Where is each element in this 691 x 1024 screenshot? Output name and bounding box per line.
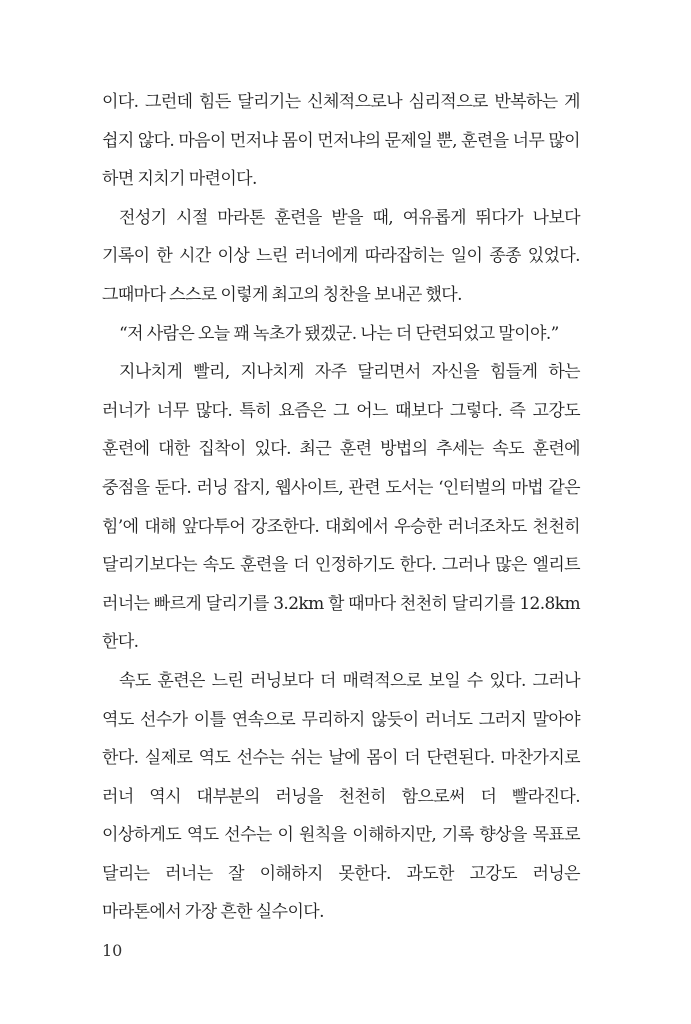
paragraph: 이다. 그런데 힘든 달리기는 신체적으로나 심리적으로 반복하는 게 쉽지 않다. 마음이 먼저냐 몸이 먼저냐의 문제일 뿐, 훈련을 너무 많이 하면 지치기 마련이다. (102, 92, 580, 190)
body-text (102, 83, 580, 932)
paragraph: 전성기 시절 마라톤 훈련을 받을 때, 여유롭게 뛰다가 나보다 기록이 한 시간 이상 느린 러너에게 따라잡히는 일이 종종 있었다. 그때마다 스스로 이렇게 최고의 칭찬을 보내곤 했다. (102, 207, 580, 305)
quote-paragraph: “저 사람은 오늘 꽤 녹초가 됐겠군. 나는 더 단련되었고 말이야.” (119, 323, 559, 344)
paragraph: 지나치게 빨리, 지나치게 자주 달리면서 자신을 힘들게 하는 러너가 너무 많다. 특히 요즘은 그 어느 때보다 그렇다. 즉 고강도 훈련에 대한 집착이 있다. 최근 훈련 방법의 추세는 속도 훈련에 중점을 둔다. 러닝 잡지, 웹사이트, 관련 도서는 ‘인터벌의 마법 같은 힘’에 대해 앞다투어 강조한다. 대회에서 우승한 러너조차도 천천히 달리기보다는 속도 훈련을 더 인정하기도 한다. 그러나 많은 엘리트 러너는 빠르게 달리기를 3.2km 할 때마다 천천히 달리기를 12.8km 한다. (102, 362, 580, 653)
page-number: 10 (102, 941, 123, 960)
paragraph: 속도 훈련은 느린 러닝보다 더 매력적으로 보일 수 있다. 그러나 역도 선수가 이틀 연속으로 무리하지 않듯이 러너도 그러지 말아야 한다. 실제로 역도 선수는 쉬는 날에 몸이 더 단련된다. 마찬가지로 러너 역시 대부분의 러닝을 천천히 함으로써 더 빨라진다. 이상하게도 역도 선수는 이 원칙을 이해하지만, 기록 향상을 목표로 달리는 러너는 잘 이해하지 못한다. 과도한 고강도 러닝은 마라톤에서 가장 흔한 실수이다. (102, 670, 580, 923)
